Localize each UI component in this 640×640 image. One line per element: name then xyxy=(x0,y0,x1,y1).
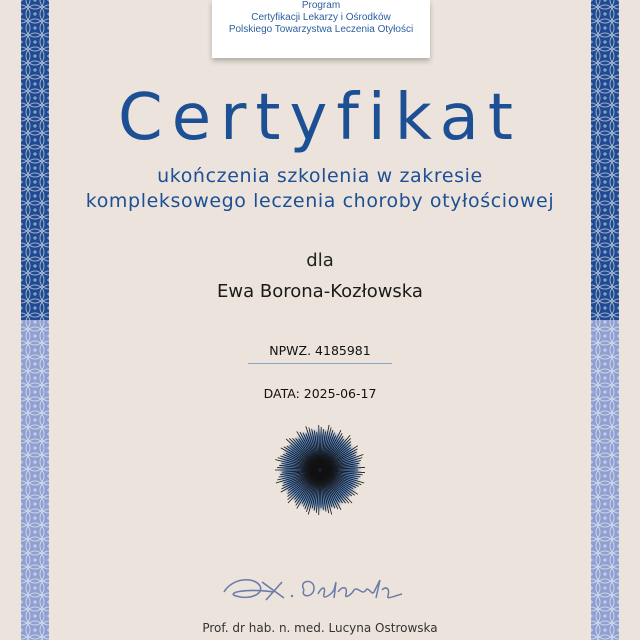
subtitle-line-1: ukończenia szkolenia w zakresie xyxy=(157,165,483,187)
recipient-name: Ewa Borona-Kozłowska xyxy=(217,281,423,302)
certificate-subtitle xyxy=(0,164,640,214)
subtitle-line-2: kompleksowego leczenia choroby otyłościowej xyxy=(85,190,555,212)
for-label: dla xyxy=(306,250,334,271)
handwritten-signature xyxy=(214,568,414,612)
header-line-society: Polskiego Towarzystwa Leczenia Otyłości xyxy=(228,24,414,35)
program-header-card xyxy=(212,0,430,58)
header-line-program: Program xyxy=(301,0,341,11)
signer-name: Prof. dr hab. n. med. Lucyna Ostrowska xyxy=(202,621,438,635)
header-line-certification: Certyfikacji Lekarzy i Ośrodków xyxy=(251,12,391,23)
certificate-date: DATA: 2025-06-17 xyxy=(263,386,377,401)
npwz-number: NPWZ. 4185981 xyxy=(248,343,392,364)
certificate-title: Certyfikat xyxy=(118,81,522,155)
starburst-seal-icon xyxy=(270,420,370,524)
